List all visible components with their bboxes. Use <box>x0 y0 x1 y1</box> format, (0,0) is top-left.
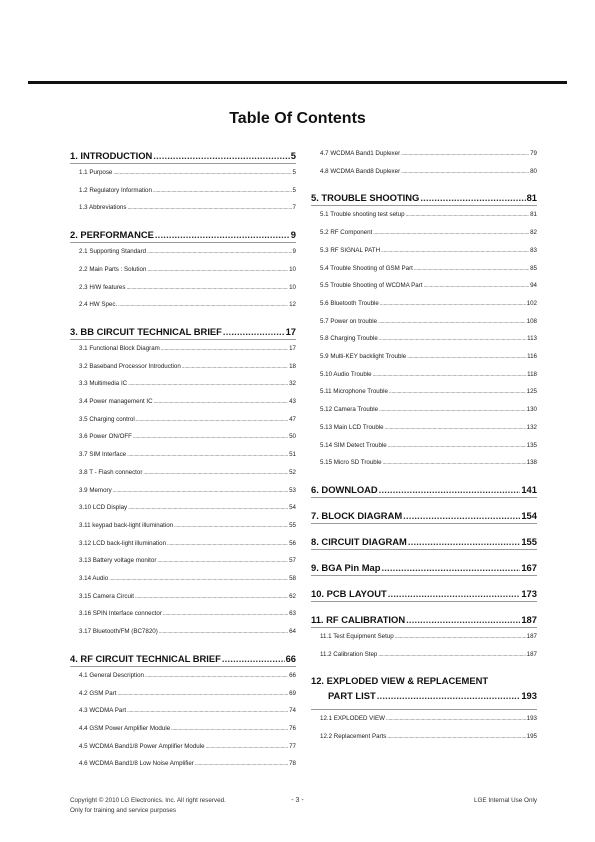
toc-page-number: 130 <box>526 406 537 414</box>
toc-page-number: 85 <box>530 264 537 272</box>
dot-leader <box>127 708 288 714</box>
toc-entry[interactable] <box>311 715 537 722</box>
toc-page-number: 80 <box>530 167 537 175</box>
toc-page-number: 132 <box>526 423 537 431</box>
toc-page-number: 55 <box>289 521 296 529</box>
toc-entry-title: 7. BLOCK DIAGRAM <box>311 509 403 521</box>
toc-entry[interactable] <box>70 301 296 308</box>
toc-entry[interactable] <box>70 593 296 600</box>
toc-entry[interactable] <box>311 335 537 342</box>
toc-page-number: 10 <box>289 283 296 291</box>
toc-entry-title: 5.12 Camera Trouble <box>320 406 379 414</box>
toc-page-number: 76 <box>289 724 296 732</box>
heading-underline <box>311 627 537 628</box>
toc-page-number: 53 <box>289 486 296 494</box>
toc-entry-title: 4.1 General Description <box>79 671 145 679</box>
dot-leader <box>395 634 526 640</box>
toc-page-number: 81 <box>530 211 537 219</box>
toc-page-number: 94 <box>530 282 537 290</box>
toc-entry[interactable] <box>70 690 296 697</box>
dot-leader <box>133 434 288 440</box>
dot-leader <box>127 205 291 211</box>
toc-entry-title: 4.2 GSM Part <box>79 689 117 697</box>
dot-leader <box>381 248 529 254</box>
dot-leader <box>389 389 526 395</box>
dot-leader <box>379 336 526 342</box>
dot-leader <box>378 319 526 325</box>
dot-leader <box>223 326 285 337</box>
toc-heading[interactable] <box>311 484 537 495</box>
toc-page-number: 81 <box>526 192 537 204</box>
toc-page-number: 193 <box>526 715 537 723</box>
toc-page-number: 17 <box>285 325 296 337</box>
toc-page-number: 47 <box>289 415 296 423</box>
toc-page-number: 173 <box>521 587 537 599</box>
toc-entry[interactable] <box>70 743 296 750</box>
toc-page-number: 69 <box>289 689 296 697</box>
toc-entry-title: 4.3 WCDMA Part <box>79 707 127 715</box>
toc-entry-title: 5. TROUBLE SHOOTING <box>311 192 420 204</box>
dot-leader <box>143 470 288 476</box>
toc-entry-title: 3.10 LCD Display <box>79 504 128 512</box>
toc-heading[interactable] <box>311 510 537 521</box>
dot-leader <box>126 285 288 291</box>
toc-entry[interactable] <box>70 284 296 291</box>
toc-heading[interactable] <box>311 536 537 547</box>
heading-underline <box>311 549 537 550</box>
toc-page-number: 118 <box>527 370 537 378</box>
toc-entry[interactable] <box>311 168 537 175</box>
toc-entry-title: 5.13 Main LCD Trouble <box>320 423 384 431</box>
dot-leader <box>385 425 526 431</box>
toc-entry[interactable] <box>70 672 296 679</box>
toc-page-number: 155 <box>521 535 537 547</box>
dot-leader <box>161 346 288 352</box>
heading-underline <box>70 666 296 667</box>
toc-entry[interactable] <box>311 229 537 236</box>
toc-page-number: 195 <box>526 733 537 740</box>
toc-entry[interactable] <box>70 487 296 494</box>
toc-entry[interactable] <box>70 707 296 714</box>
toc-entry-title: 5.6 Bluetooth Trouble <box>320 299 379 307</box>
toc-entry-title: 5.5 Trouble Shooting of WCDMA Part <box>320 282 423 290</box>
toc-entry-title: 5.15 Micro SD Trouble <box>320 459 382 467</box>
toc-page-number: 51 <box>289 451 296 459</box>
toc-page-number: 102 <box>526 299 537 307</box>
toc-page-number: 138 <box>526 459 537 467</box>
toc-entry-title: 2.2 Main Parts : Solution <box>79 265 147 273</box>
toc-entry[interactable] <box>311 459 537 466</box>
toc-entry[interactable] <box>70 469 296 476</box>
toc-page-number: 10 <box>289 265 296 273</box>
toc-page-number: 83 <box>530 246 537 254</box>
toc-entry[interactable] <box>70 540 296 547</box>
toc-entry-title: 4.4 GSM Power Amplifier Module <box>79 724 171 732</box>
toc-page-number: 108 <box>526 317 537 325</box>
heading-underline <box>70 242 296 243</box>
toc-entry-title: 4. RF CIRCUIT TECHNICAL BRIEF <box>70 652 221 664</box>
toc-entry[interactable] <box>70 628 296 635</box>
toc-page-number: 141 <box>521 483 537 495</box>
page-title: Table Of Contents <box>229 110 366 127</box>
toc-entry-title: 5.10 Audio Trouble <box>320 370 372 378</box>
dot-leader <box>117 691 288 697</box>
toc-entry[interactable] <box>70 204 296 211</box>
dot-leader <box>388 443 526 449</box>
dot-leader <box>174 523 288 529</box>
dot-leader <box>414 266 529 272</box>
toc-entry-title: 3.1 Functional Block Diagram <box>79 344 160 352</box>
dot-leader <box>406 614 520 625</box>
dot-leader <box>128 505 288 511</box>
toc-page-number: 7 <box>292 204 296 212</box>
toc-entry[interactable] <box>311 282 537 289</box>
toc-entry-title: 5.3 RF SIGNAL PATH <box>320 246 381 254</box>
dot-leader <box>383 460 526 466</box>
dot-leader <box>155 229 290 240</box>
dot-leader <box>147 249 291 255</box>
dot-leader <box>182 364 288 370</box>
toc-heading[interactable] <box>311 614 537 625</box>
toc-entry[interactable] <box>311 353 537 360</box>
dot-leader <box>153 150 289 161</box>
toc-page-number: 63 <box>289 610 296 618</box>
dot-leader <box>378 652 525 658</box>
dot-leader <box>206 744 289 750</box>
toc-heading[interactable] <box>311 562 537 573</box>
dot-leader <box>386 716 526 722</box>
toc-entry[interactable] <box>70 504 296 511</box>
toc-entry-title: 4.8 WCDMA Band8 Duplexer <box>320 167 401 175</box>
footer-training-note: Only for training and service purposes <box>70 807 177 814</box>
toc-entry[interactable] <box>70 169 296 176</box>
dot-leader <box>401 151 529 157</box>
toc-page-number: 135 <box>526 441 537 449</box>
toc-page-number: 79 <box>530 150 537 157</box>
toc-entry[interactable] <box>70 760 296 767</box>
toc-entry[interactable] <box>311 442 537 449</box>
toc-entry-title: 4.6 WCDMA Band1/8 Low Noise Amplifier <box>79 760 194 768</box>
dot-leader <box>195 761 288 767</box>
toc-entry-title: 3.3 Multimedia IC <box>79 380 128 388</box>
toc-entry[interactable] <box>311 265 537 272</box>
toc-heading-label: 12. EXPLODED VIEW & REPLACEMENT <box>311 675 489 687</box>
toc-page-number: 154 <box>521 509 537 521</box>
dot-leader <box>403 510 520 521</box>
toc-page-number: 57 <box>289 557 296 565</box>
toc-entry[interactable] <box>70 416 296 423</box>
toc-entry-title: 5.1 Trouble shooting test setup <box>320 211 405 219</box>
toc-entry-title: 11.2 Calibration Step <box>320 650 378 658</box>
toc-entry-title: 6. DOWNLOAD <box>311 483 378 495</box>
toc-entry[interactable] <box>311 318 537 325</box>
toc-entry[interactable] <box>311 633 537 640</box>
dot-leader <box>128 381 288 387</box>
dot-leader <box>408 536 521 547</box>
toc-page-number: 12 <box>289 301 296 309</box>
dot-leader <box>407 354 526 360</box>
toc-entry[interactable] <box>311 150 537 157</box>
toc-page-number: 52 <box>289 468 296 476</box>
toc-page-number: 77 <box>289 742 296 750</box>
dot-leader <box>379 407 526 413</box>
toc-entry[interactable] <box>70 363 296 370</box>
toc-entry-title: 3.14 Audio <box>79 575 109 582</box>
dot-leader <box>388 588 521 599</box>
toc-entry-title: 2.1 Supporting Standard <box>79 248 147 256</box>
toc-entry-title: 3.2 Baseband Processor Introduction <box>79 362 181 370</box>
toc-heading[interactable] <box>70 653 296 664</box>
toc-entry-title: 5.11 Microphone Trouble <box>320 388 388 396</box>
toc-entry-title: 3.12 LCD back-light illumination <box>79 539 167 547</box>
toc-entry-title: 2.4 HW Spec. <box>79 301 118 309</box>
dot-leader <box>222 653 285 664</box>
dot-leader <box>109 576 288 582</box>
toc-entry-title: 3.8 T - Flash connector <box>79 468 143 476</box>
heading-underline <box>311 205 537 206</box>
dot-leader <box>159 629 288 635</box>
toc-page-number: 5 <box>292 169 296 176</box>
dot-leader <box>136 417 288 423</box>
toc-heading[interactable] <box>311 192 537 203</box>
toc-entry[interactable] <box>70 380 296 387</box>
dot-leader <box>127 452 288 458</box>
toc-page-number: 74 <box>289 707 296 715</box>
toc-entry[interactable] <box>70 575 296 582</box>
toc-heading[interactable] <box>311 588 537 599</box>
heading-underline <box>311 601 537 602</box>
dot-leader <box>157 558 288 564</box>
toc-entry-title: 3.6 Power ON/OFF <box>79 433 132 441</box>
heading-underline <box>311 523 537 524</box>
toc-page-number: 32 <box>289 380 296 388</box>
toc-entry[interactable] <box>311 300 537 307</box>
toc-entry[interactable] <box>70 345 296 352</box>
toc-entry[interactable] <box>70 187 296 194</box>
toc-entry[interactable] <box>70 522 296 529</box>
toc-page-number: 56 <box>289 539 296 547</box>
toc-page-number: 62 <box>289 592 296 600</box>
toc-page-number: 167 <box>521 561 537 573</box>
toc-entry-title: 5.9 Multi-KEY backlight Trouble <box>320 353 407 360</box>
toc-entry-title: 5.7 Power on trouble <box>320 317 378 325</box>
toc-page-number: 58 <box>289 575 296 582</box>
footer-page-number: - 3 - <box>291 797 304 804</box>
toc-entry[interactable] <box>311 406 537 413</box>
toc-entry-title: 4.5 WCDMA Band1/8 Power Amplifier Module <box>79 742 205 750</box>
toc-entry-title: 1.2 Regulatory Information <box>79 186 152 194</box>
dot-leader <box>401 169 529 175</box>
toc-page-number: 66 <box>285 652 296 664</box>
toc-entry-title: 1.3 Abbreviations <box>79 204 127 212</box>
heading-underline <box>70 163 296 164</box>
dot-leader <box>424 283 530 289</box>
toc-entry-title: 1.1 Purpose <box>79 169 113 176</box>
toc-entry[interactable] <box>311 651 537 658</box>
dot-leader <box>113 488 288 494</box>
toc-page-number: 193 <box>521 690 537 702</box>
toc-page-number: 43 <box>289 398 296 405</box>
dot-leader <box>118 302 288 308</box>
dot-leader <box>153 188 292 194</box>
heading-underline <box>311 497 537 498</box>
toc-entry-title: 2.3 H/W features <box>79 283 126 291</box>
toc-entry-title: 3.11 keypad back-light illumination <box>79 521 174 529</box>
dot-leader <box>380 301 526 307</box>
toc-entry-title: 1. INTRODUCTION <box>70 150 153 161</box>
toc-page-number: 50 <box>289 433 296 441</box>
top-rule <box>28 81 567 84</box>
toc-heading[interactable] <box>311 690 537 701</box>
toc-entry-title: 5.4 Trouble Shooting of GSM Part <box>320 264 413 272</box>
dot-leader <box>379 484 521 495</box>
toc-entry-title: 8. CIRCUIT DIAGRAM <box>311 535 407 547</box>
toc-entry-title: 3.15 Camera Circuit <box>79 592 135 600</box>
toc-entry[interactable] <box>311 733 537 740</box>
toc-page-number: 5 <box>290 150 296 161</box>
toc-page-number: 78 <box>289 760 296 768</box>
toc-page-number: 5 <box>292 186 296 194</box>
toc-entry[interactable] <box>70 433 296 440</box>
toc-page-number: 82 <box>530 229 537 237</box>
toc-entry-title: 11.1 Test Equipment Setup <box>320 632 394 640</box>
toc-page-number: 9 <box>292 248 296 256</box>
toc-entry[interactable] <box>70 266 296 273</box>
dot-leader <box>420 192 525 203</box>
toc-page-number: 113 <box>527 335 537 343</box>
toc-page-number: 66 <box>289 671 296 679</box>
toc-entry-title: 3.16 SPIN Interface connector <box>79 610 162 618</box>
dot-leader <box>135 594 288 600</box>
toc-page-number: 9 <box>290 229 296 241</box>
dot-leader <box>154 399 289 405</box>
toc-entry-title: 5.2 RF Component <box>320 229 373 237</box>
toc-entry-title: 3. BB CIRCUIT TECHNICAL BRIEF <box>70 325 222 337</box>
dot-leader <box>373 372 527 378</box>
toc-entry-title: 3.17 Bluetooth/FM (BC7820) <box>79 628 158 636</box>
heading-underline <box>70 339 296 340</box>
toc-page-number: 18 <box>289 362 296 370</box>
toc-entry[interactable] <box>70 248 296 255</box>
dot-leader <box>167 541 288 547</box>
toc-page-number: 187 <box>526 632 537 640</box>
heading-underline <box>311 709 537 710</box>
toc-entry[interactable] <box>70 725 296 732</box>
toc-entry-title: 11. RF CALIBRATION <box>311 613 406 625</box>
toc-page-number: 187 <box>526 650 537 658</box>
toc-entry-title: 12.1 EXPLODED VIEW <box>320 715 385 723</box>
toc-page-number: 64 <box>289 628 296 636</box>
dot-leader <box>113 170 291 176</box>
dot-leader <box>145 673 288 679</box>
toc-entry[interactable] <box>311 424 537 431</box>
toc-page-number: 54 <box>289 504 296 512</box>
toc-page-number: 17 <box>289 344 296 352</box>
footer-internal-use: LGE Internal Use Only <box>474 797 537 804</box>
toc-entry-title: 9. BGA Pin Map <box>311 561 381 573</box>
dot-leader <box>147 267 288 273</box>
toc-entry-title: 4.7 WCDMA Band1 Duplexer <box>320 150 401 157</box>
toc-entry-title: 3.9 Memory <box>79 486 112 494</box>
toc-entry[interactable] <box>311 388 537 395</box>
footer-copyright: Copyright © 2010 LG Electronics. Inc. All right reserved. <box>70 797 226 804</box>
dot-leader <box>373 230 529 236</box>
toc-entry[interactable] <box>70 451 296 458</box>
toc-entry-title: 12.2 Replacement Parts <box>320 733 387 740</box>
toc-entry-title: 2. PERFORMANCE <box>70 229 154 241</box>
toc-page-number: 187 <box>521 613 537 625</box>
toc-entry[interactable] <box>70 610 296 617</box>
toc-entry-title: 5.8 Charging Trouble <box>320 335 378 343</box>
dot-leader <box>387 734 525 740</box>
dot-leader <box>377 690 521 701</box>
toc-heading[interactable] <box>70 150 296 161</box>
toc-entry[interactable] <box>311 211 537 218</box>
toc-entry-title: PART LIST <box>328 690 376 702</box>
dot-leader <box>171 726 288 732</box>
toc-entry-title: 3.7 SIM Interface <box>79 451 127 459</box>
toc-entry-title: 10. PCB LAYOUT <box>311 587 387 599</box>
toc-entry[interactable] <box>70 557 296 564</box>
toc-heading[interactable] <box>70 326 296 337</box>
toc-page-number: 116 <box>527 353 537 360</box>
toc-entry-title: 3.13 Battery voltage monitor <box>79 557 157 565</box>
toc-entry[interactable] <box>70 398 296 405</box>
toc-entry-title: 3.4 Power management IC <box>79 398 153 405</box>
toc-heading[interactable] <box>70 229 296 240</box>
dot-leader <box>163 611 288 617</box>
dot-leader <box>381 562 520 573</box>
toc-entry[interactable] <box>311 371 537 378</box>
toc-entry-title: 3.5 Charging control <box>79 415 135 423</box>
toc-page-number: 125 <box>526 388 537 396</box>
toc-entry[interactable] <box>311 247 537 254</box>
toc-entry-title: 5.14 SIM Detect Trouble <box>320 441 387 449</box>
heading-underline <box>311 575 537 576</box>
dot-leader <box>406 212 529 218</box>
